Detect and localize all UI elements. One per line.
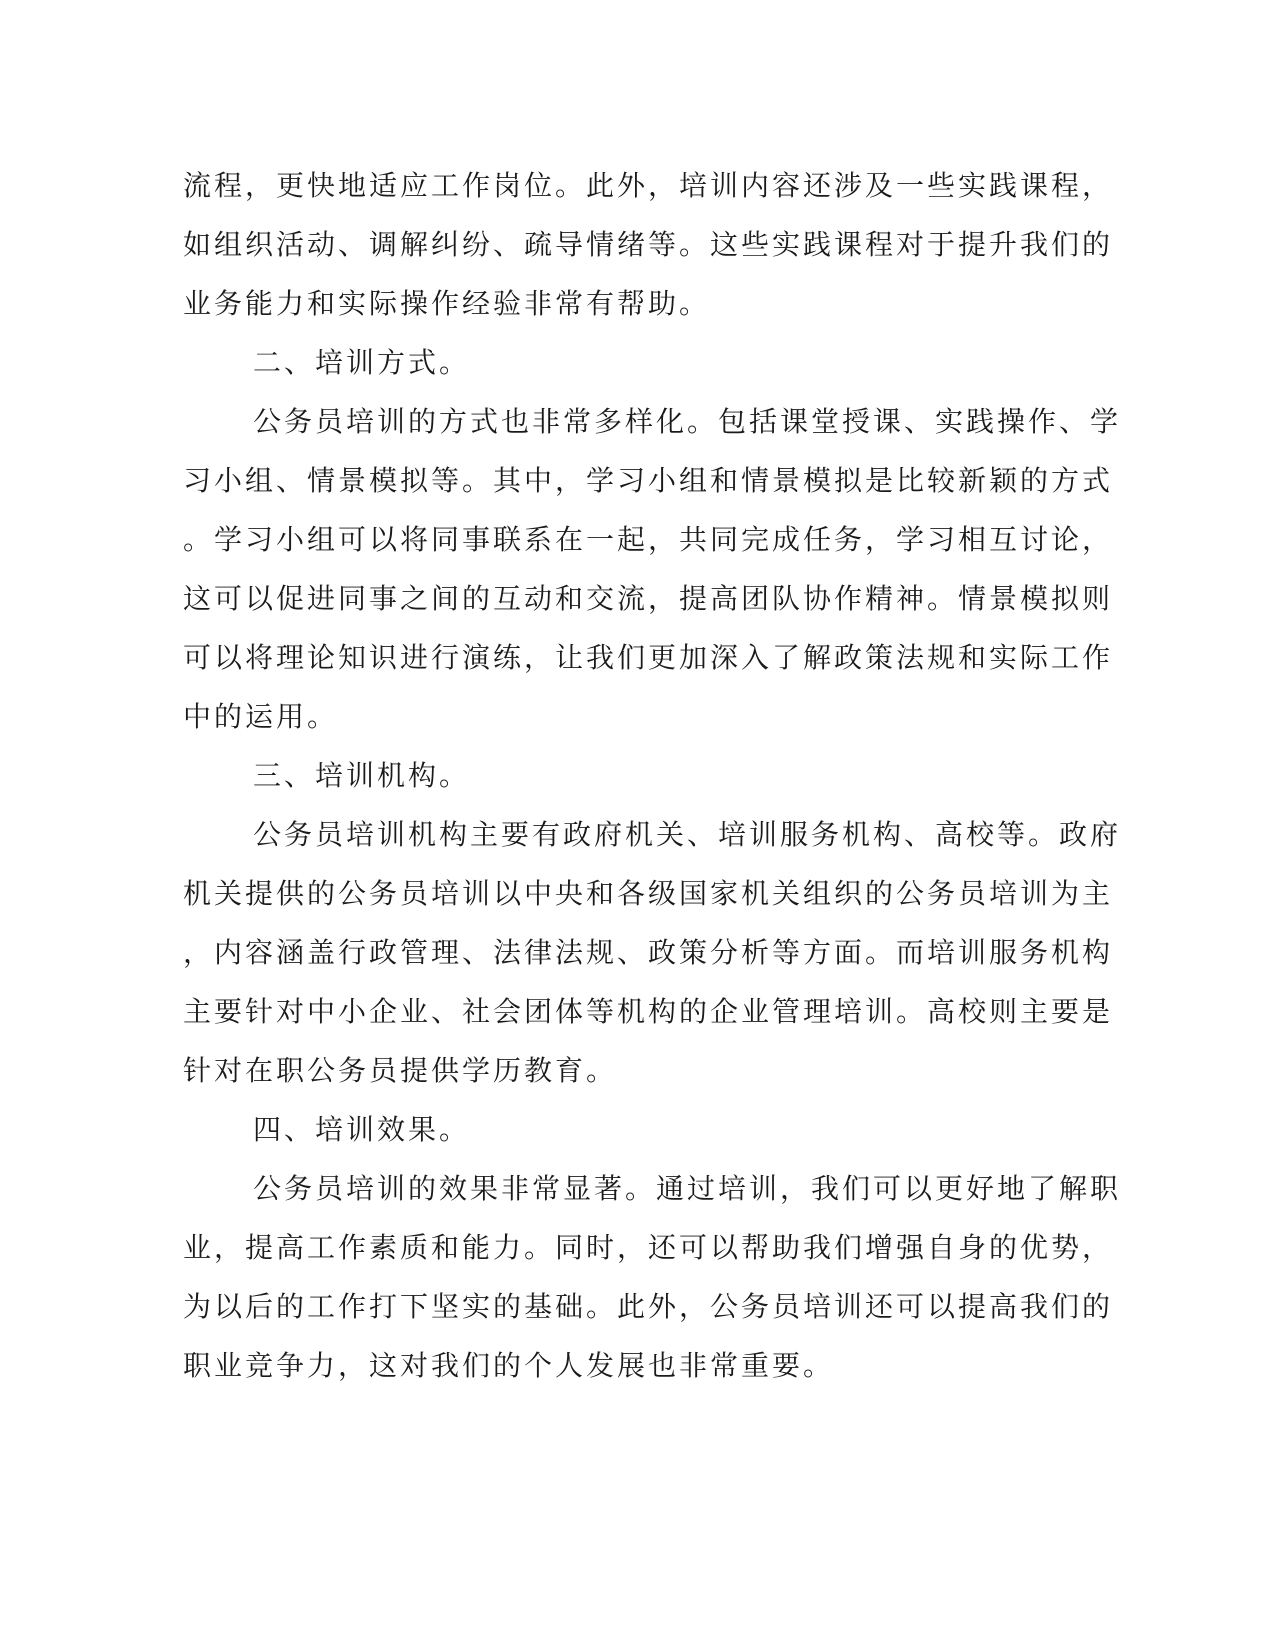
text-line: 中的运用。 xyxy=(183,700,339,733)
text-line: 这可以促进同事之间的互动和交流，提高团队协作精神。情景模拟则 xyxy=(183,582,1114,615)
section-heading: 四、培训效果。 xyxy=(253,1113,471,1146)
text-line: 习小组、情景模拟等。其中，学习小组和情景模拟是比较新颖的方式 xyxy=(183,464,1114,497)
section-heading: 二、培训方式。 xyxy=(253,346,471,379)
body-text xyxy=(183,156,1122,1395)
text-line: 公务员培训机构主要有政府机关、培训服务机构、高校等。政府 xyxy=(253,818,1122,851)
text-line: 。学习小组可以将同事联系在一起，共同完成任务，学习相互讨论， xyxy=(183,523,1114,556)
text-line: 公务员培训的效果非常显著。通过培训，我们可以更好地了解职 xyxy=(253,1172,1122,1205)
text-line: 公务员培训的方式也非常多样化。包括课堂授课、实践操作、学 xyxy=(253,405,1122,438)
text-line: 可以将理论知识进行演练，让我们更加深入了解政策法规和实际工作 xyxy=(183,641,1114,674)
text-line: 流程，更快地适应工作岗位。此外，培训内容还涉及一些实践课程， xyxy=(183,169,1114,202)
text-line: 职业竞争力，这对我们的个人发展也非常重要。 xyxy=(183,1349,835,1382)
text-line: 业，提高工作素质和能力。同时，还可以帮助我们增强自身的优势， xyxy=(183,1231,1114,1264)
text-line: 主要针对中小企业、社会团体等机构的企业管理培训。高校则主要是 xyxy=(183,995,1114,1028)
section-heading: 三、培训机构。 xyxy=(253,759,471,792)
text-line: 针对在职公务员提供学历教育。 xyxy=(183,1054,618,1087)
text-line: 为以后的工作打下坚实的基础。此外，公务员培训还可以提高我们的 xyxy=(183,1290,1114,1323)
text-line: 如组织活动、调解纠纷、疏导情绪等。这些实践课程对于提升我们的 xyxy=(183,228,1114,261)
text-line: ，内容涵盖行政管理、法律法规、政策分析等方面。而培训服务机构 xyxy=(183,936,1114,969)
text-line: 机关提供的公务员培训以中央和各级国家机关组织的公务员培训为主 xyxy=(183,877,1114,910)
text-line: 业务能力和实际操作经验非常有帮助。 xyxy=(183,287,711,320)
